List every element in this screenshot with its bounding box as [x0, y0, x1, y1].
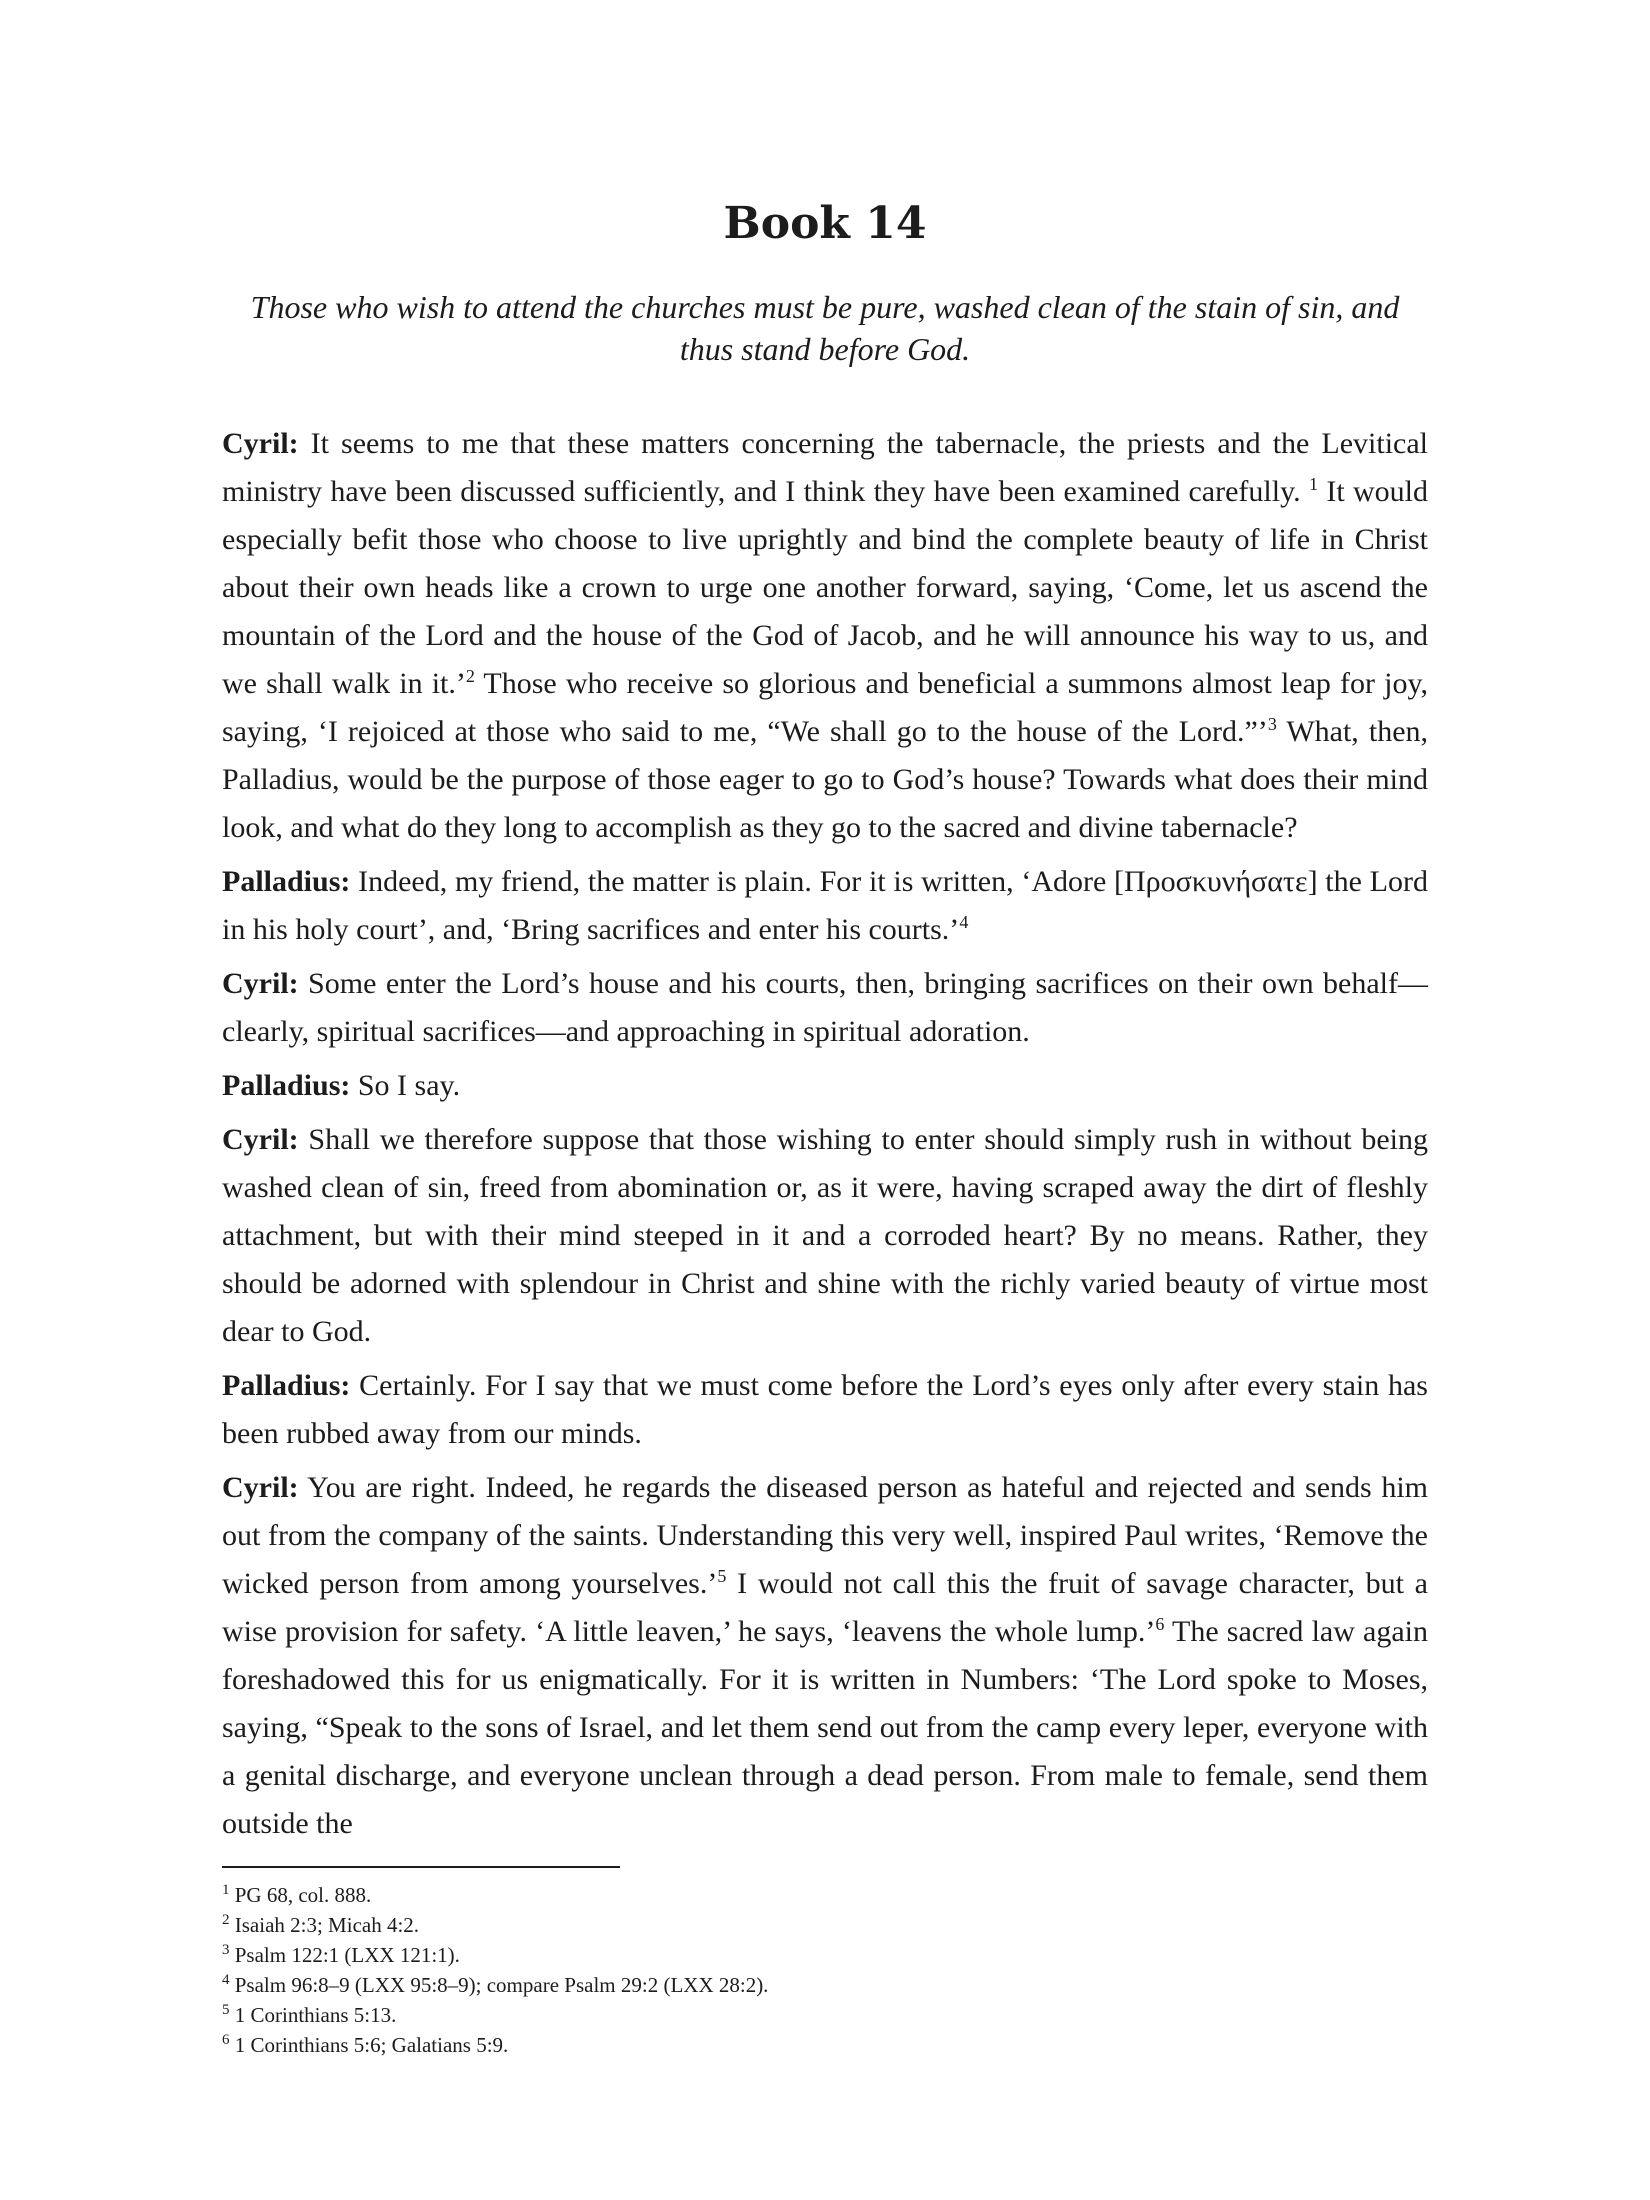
speaker-name: Cyril:	[222, 1471, 299, 1504]
dialogue-paragraph	[222, 1062, 1428, 1110]
footnote-text: Psalm 122:1 (LXX 121:1).	[229, 1943, 460, 1967]
dialogue-paragraph	[222, 858, 1428, 954]
speaker-name: Cyril:	[222, 967, 299, 1000]
footnote-number: 3	[222, 1942, 230, 1958]
footnote-text: 1 Corinthians 5:6; Galatians 5:9.	[229, 2033, 509, 2057]
paragraph-text: I would not call this the fruit of savage character, but a wise provision for safety. ‘A little leaven,’ he says, ‘leavens the whole lump.’	[222, 1567, 1429, 1648]
paragraph-text: It seems to me that these matters concerning the tabernacle, the priests and the Levitical ministry have been discussed sufficiently, and I think they have been examined carefully.	[222, 427, 1428, 508]
footnote	[222, 2030, 1428, 2060]
paragraph-text: Indeed, my friend, the matter is plain. For it is written, ‘Adore [Προσκυνήσατε] the Lord in his holy court’, and, ‘Bring sacrifices and enter his courts.’	[222, 865, 1428, 946]
paragraph-text: Certainly. For I say that we must come before the Lord’s eyes only after every stain has been rubbed away from our minds.	[222, 1369, 1428, 1450]
footnote-number: 5	[222, 2002, 230, 2018]
speaker-name: Cyril:	[222, 427, 299, 460]
footnote	[222, 1970, 1428, 2000]
footnote-text: Isaiah 2:3; Micah 4:2.	[229, 1913, 420, 1937]
paragraph-text: What, then, Palladius, would be the purpose of those eager to go to God’s house? Towards what does their mind look, and what do they long to accomplish as they go to the sacred and divine tabernacle?	[222, 715, 1429, 844]
footnote-text: Psalm 96:8–9 (LXX 95:8–9); compare Psalm 29:2 (LXX 28:2).	[229, 1973, 769, 1997]
footnote-divider	[222, 1866, 620, 1868]
speaker-name: Palladius:	[222, 1069, 351, 1102]
dialogue-paragraph	[222, 1362, 1428, 1458]
book-title: Book 14	[723, 198, 927, 249]
paragraph-text: Those who receive so glorious and beneficial a summons almost leap for joy, saying, ‘I rejoiced at those who said to me, “We shall go to the house of the Lord.”’	[222, 667, 1428, 748]
footnote-text: 1 Corinthians 5:13.	[229, 2003, 397, 2027]
footnote-reference: 4	[959, 912, 969, 932]
dialogue-paragraph	[222, 1464, 1428, 1848]
dialogue-body	[222, 420, 1428, 1848]
footnote-reference: 6	[1155, 1614, 1165, 1634]
footnote-reference: 1	[1309, 474, 1318, 494]
footnote-number: 1	[222, 1882, 230, 1898]
footnote-reference: 3	[1267, 714, 1277, 734]
footnote	[222, 1910, 1428, 1940]
footnote	[222, 2000, 1428, 2030]
footnote-number: 4	[222, 1972, 230, 1988]
footnote	[222, 1940, 1428, 1970]
footnotes	[222, 1880, 1428, 2060]
chapter-summary: Those who wish to attend the churches must be pure, washed clean of the stain of sin, and thus stand before God.	[250, 289, 1400, 367]
footnote-number: 2	[222, 1912, 230, 1928]
paragraph-text: Shall we therefore suppose that those wishing to enter should simply rush in without being washed clean of sin, freed from abomination or, as it were, having scraped away the dirt of fleshly attachment, but with their mind steeped in it and a corroded heart? By no means. Rather, they should be adorned with splendour in Christ and shine with the richly varied beauty of virtue most dear to God.	[222, 1123, 1428, 1348]
footnote-reference: 2	[465, 666, 475, 686]
speaker-name: Palladius:	[222, 1369, 351, 1402]
document-page	[222, 192, 1428, 2060]
dialogue-paragraph	[222, 960, 1428, 1056]
paragraph-text: So I say.	[350, 1069, 461, 1102]
speaker-name: Palladius:	[222, 865, 351, 898]
footnote-reference: 5	[717, 1566, 727, 1586]
paragraph-text: The sacred law again foreshadowed this for us enigmatically. For it is written in Numbers: ‘The Lord spoke to Moses, saying, “Speak to the sons of Israel, and let them send out from the camp every leper, everyone with a genital discharge, and everyone unclean through a dead person. From male to female, send them outside the	[222, 1615, 1429, 1840]
footnote-number: 6	[222, 2032, 230, 2048]
paragraph-text: You are right. Indeed, he regards the diseased person as hateful and rejected and sends him out from the company of the saints. Understanding this very well, inspired Paul writes, ‘Remove the wicked person from among yourselves.’	[222, 1471, 1428, 1600]
speaker-name: Cyril:	[222, 1123, 299, 1156]
paragraph-text: It would especially befit those who choose to live uprightly and bind the complete beauty of life in Christ about their own heads like a crown to urge one another forward, saying, ‘Come, let us ascend the mountain of the Lord and the house of the God of Jacob, and he will announce his way to us, and we shall walk in it.’	[222, 475, 1429, 700]
footnote	[222, 1880, 1428, 1910]
dialogue-paragraph	[222, 420, 1428, 852]
footnote-text: PG 68, col. 888.	[229, 1883, 372, 1907]
paragraph-text: Some enter the Lord’s house and his courts, then, bringing sacrifices on their own behalf—clearly, spiritual sacrifices—and approaching in spiritual adoration.	[222, 967, 1428, 1048]
dialogue-paragraph	[222, 1116, 1428, 1356]
